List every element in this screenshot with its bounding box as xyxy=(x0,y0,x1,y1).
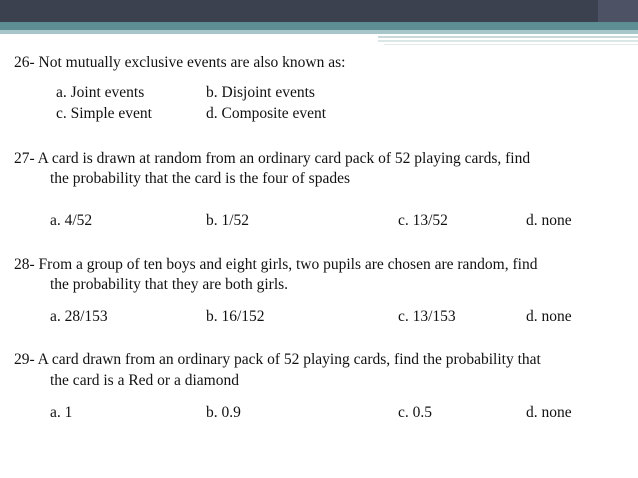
question-27-text-cont: the probability that the card is the four of spades xyxy=(50,170,351,187)
q26-option-b: b. Disjoint events xyxy=(206,84,315,101)
q28-option-b: b. 16/152 xyxy=(206,308,265,325)
q26-option-a: a. Joint events xyxy=(56,84,145,101)
question-27-text: 27- A card is drawn at random from an ordinary card pack of 52 playing cards, find xyxy=(14,150,531,167)
q26-option-c: c. Simple event xyxy=(56,105,152,122)
q28-option-d: d. none xyxy=(526,308,572,325)
q28-option-c: c. 13/153 xyxy=(398,308,456,325)
q27-option-a: a. 4/52 xyxy=(50,212,93,229)
q29-option-a: a. 1 xyxy=(50,404,73,421)
q28-option-a: a. 28/153 xyxy=(50,308,108,325)
question-29-text: 29- A card drawn from an ordinary pack of 52 playing cards, find the probability that xyxy=(14,351,541,368)
q29-option-c: c. 0.5 xyxy=(398,404,433,421)
question-26-text: 26- Not mutually exclusive events are also known as: xyxy=(14,54,346,71)
q27-option-c: c. 13/52 xyxy=(398,212,448,229)
q29-option-d: d. none xyxy=(526,404,572,421)
question-28-text-cont: the probability that they are both girls. xyxy=(50,276,289,293)
q26-option-d: d. Composite event xyxy=(206,105,327,122)
q27-option-b: b. 1/52 xyxy=(206,212,250,229)
question-29-text-cont: the card is a Red or a diamond xyxy=(50,372,239,389)
q27-option-d: d. none xyxy=(526,212,572,229)
q29-option-b: b. 0.9 xyxy=(206,404,241,421)
question-28-text: 28- From a group of ten boys and eight girls, two pupils are chosen are random, find xyxy=(14,256,538,273)
